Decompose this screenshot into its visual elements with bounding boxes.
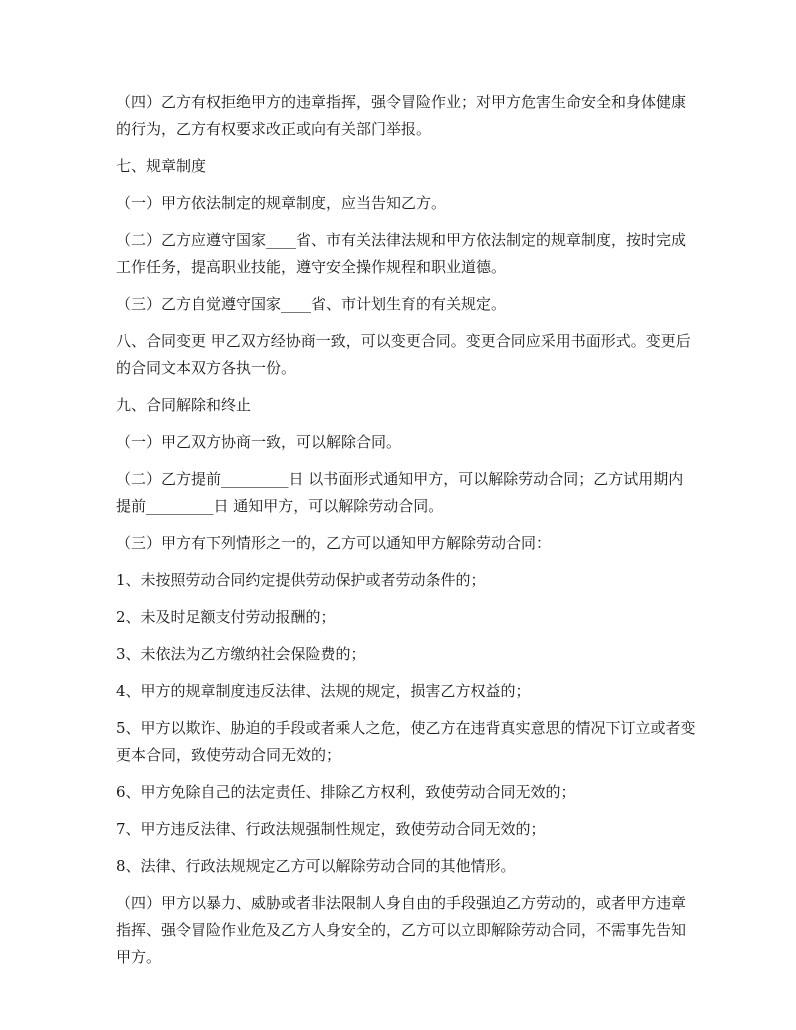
paragraph-clause-1-inform-rules: （一）甲方依法制定的规章制度，应当告知乙方。 — [116, 194, 447, 212]
list-item-1: 1、未按照劳动合同约定提供劳动保护或者劳动条件的； — [116, 571, 486, 589]
document-body — [116, 89, 696, 981]
paragraph-clause-4-immediate-termination: （四）甲方以暴力、威胁或者非法限制人身自由的手段强迫乙方劳动的，或者甲方违章指挥、强令冒险作业危及乙方人身安全的，乙方可以立即解除劳动合同，不需事先告知甲方。 — [116, 894, 687, 966]
paragraph-clause-2-comply-rules: （二）乙方应遵守国家____省、市有关法律法规和甲方依法制定的规章制度，按时完成工作任务，提高职业技能，遵守安全操作规程和职业道德。 — [116, 231, 687, 276]
paragraph-clause-3-family-planning: （三）乙方自觉遵守国家____省、市计划生育的有关规定。 — [116, 295, 507, 313]
list-item-3: 3、未依法为乙方缴纳社会保险费的； — [116, 645, 366, 663]
paragraph-clause-3-employer-conditions: （三）甲方有下列情形之一的，乙方可以通知甲方解除劳动合同： — [116, 534, 552, 552]
paragraph-clause-1-mutual-termination: （一）甲乙双方协商一致，可以解除合同。 — [116, 433, 402, 451]
list-item-6: 6、甲方免除自己的法定责任、排除乙方权利，致使劳动合同无效的； — [116, 783, 576, 801]
list-item-2: 2、未及时足额支付劳动报酬的； — [116, 608, 336, 626]
heading-section-9-termination: 九、合同解除和终止 — [116, 396, 252, 414]
heading-section-8-contract-change: 八、合同变更 甲乙双方经协商一致，可以变更合同。变更合同应采用书面形式。变更后的合同文本双方各执一份。 — [116, 332, 691, 377]
paragraph-clause-2-notice-period: （二）乙方提前_________日 以书面形式通知甲方，可以解除劳动合同；乙方试用期内提前_________日 通知甲方，可以解除劳动合同。 — [116, 470, 684, 515]
paragraph-clause-4-refuse-orders: （四）乙方有权拒绝甲方的违章指挥，强令冒险作业；对甲方危害生命安全和身体健康的行为，乙方有权要求改正或向有关部门举报。 — [116, 93, 687, 138]
list-item-7: 7、甲方违反法律、行政法规强制性规定，致使劳动合同无效的； — [116, 820, 546, 838]
heading-section-7-rules: 七、规章制度 — [116, 157, 207, 175]
list-item-4: 4、甲方的规章制度违反法律、法规的规定，损害乙方权益的； — [116, 682, 531, 700]
list-item-5: 5、甲方以欺诈、胁迫的手段或者乘人之危，使乙方在违背真实意思的情况下订立或者变更本合同，致使劳动合同无效的； — [116, 719, 696, 764]
list-item-8: 8、法律、行政法规规定乙方可以解除劳动合同的其他情形。 — [116, 857, 516, 875]
